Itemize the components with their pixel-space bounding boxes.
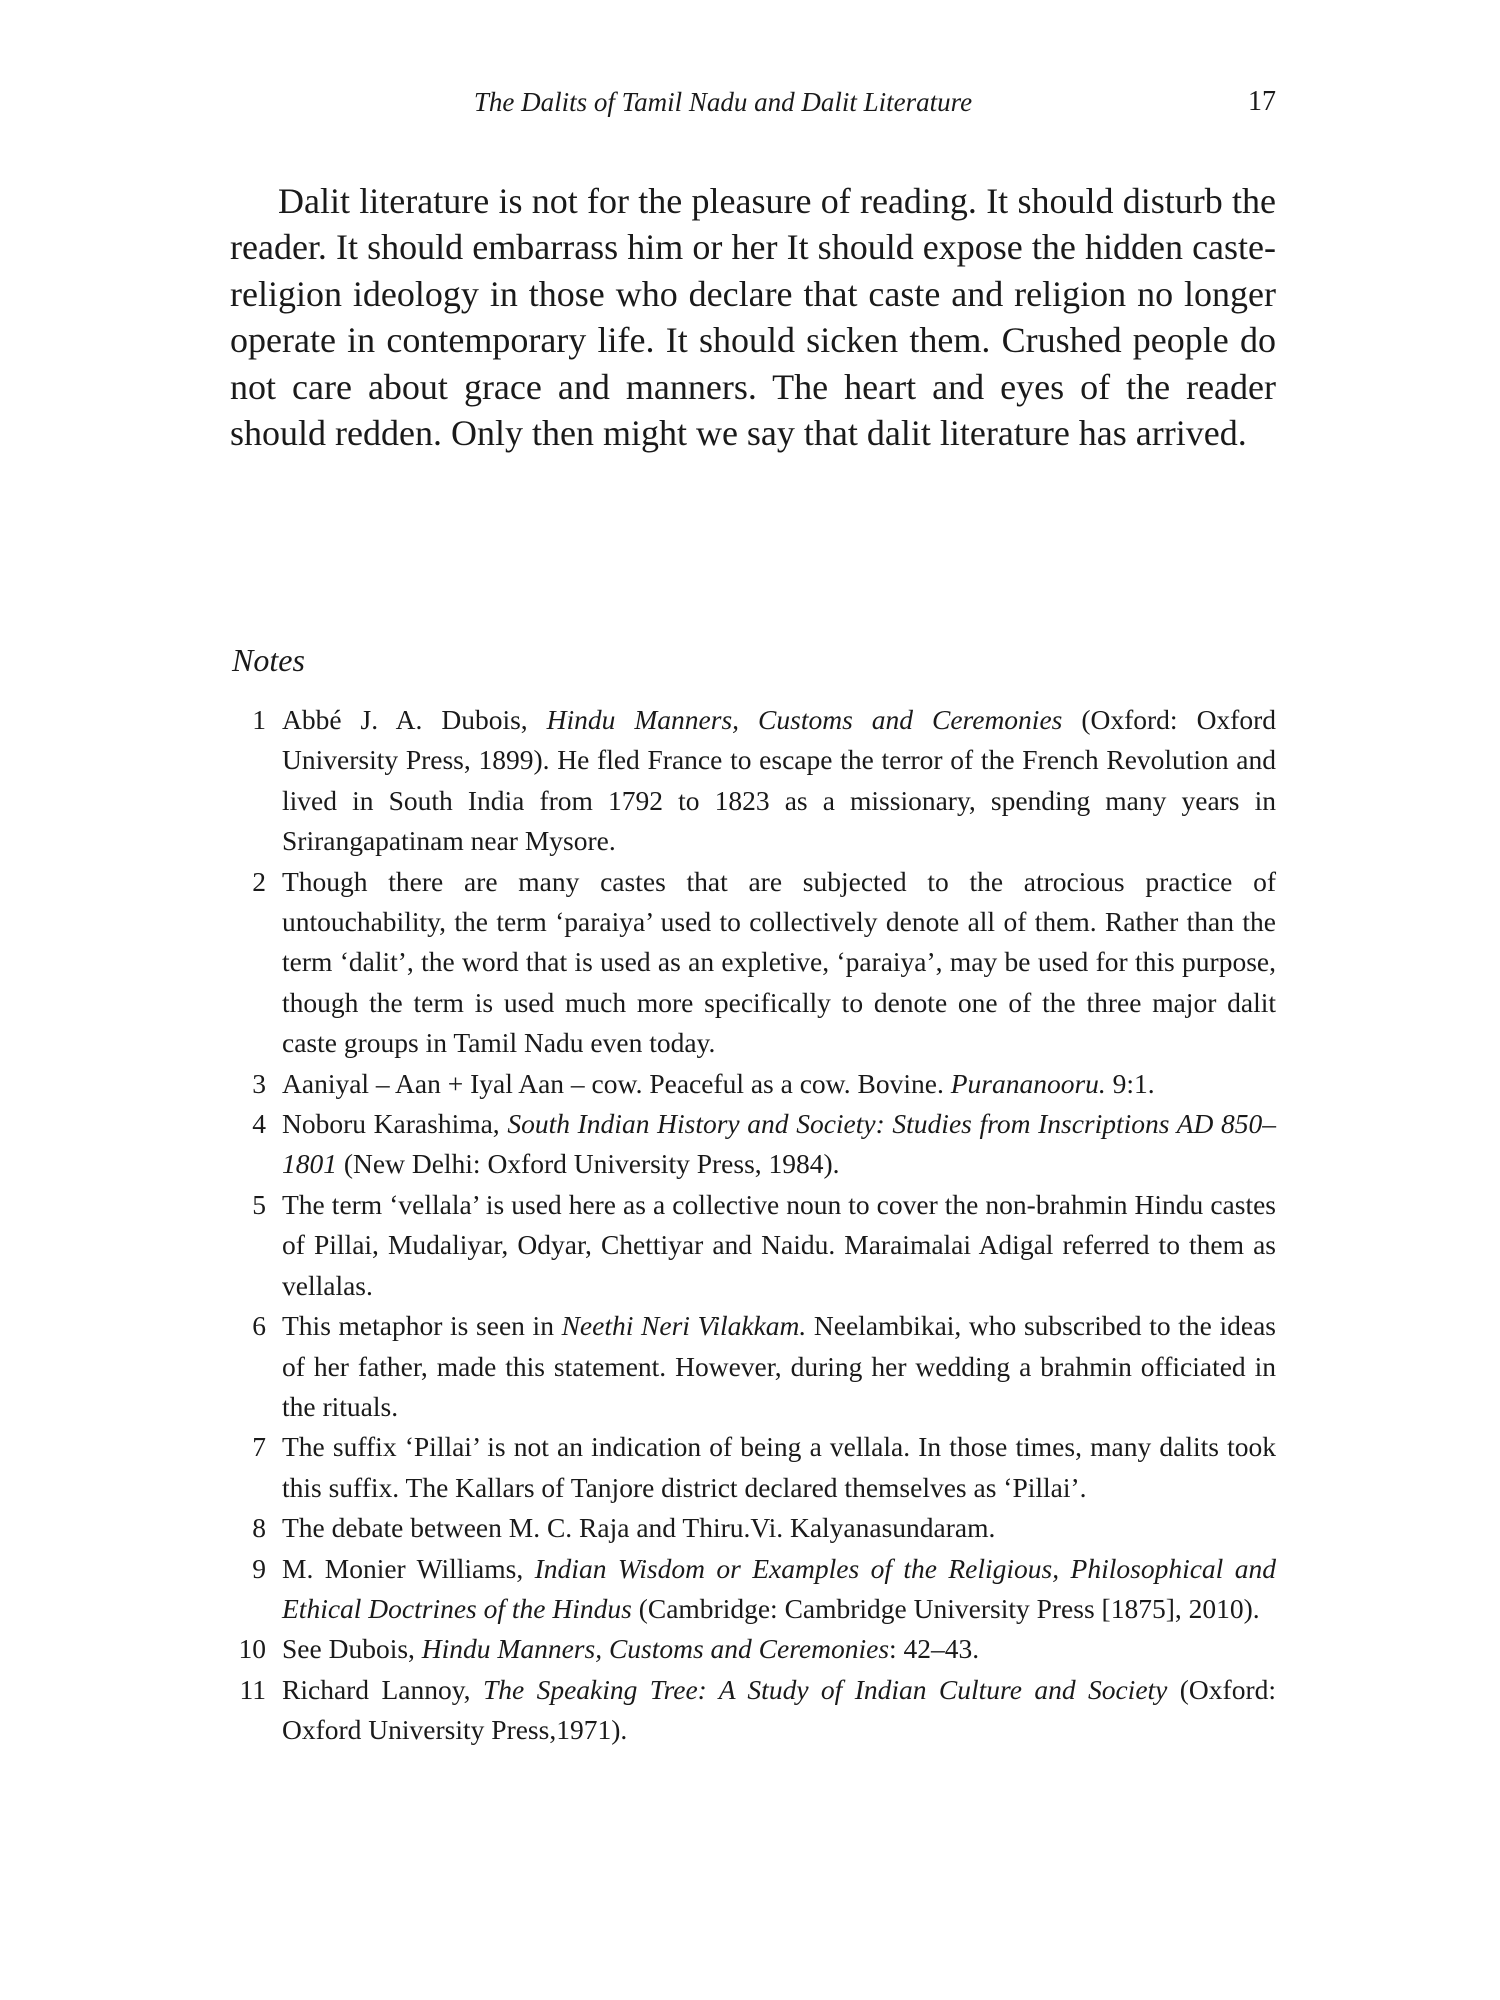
note-title: Hindu Manners, Customs and Ceremonies — [421, 1633, 890, 1665]
note-title: Purananooru. — [950, 1067, 1106, 1099]
note-text-pre: Abbé J. A. Dubois, — [282, 704, 547, 735]
note-number: 5 — [252, 1188, 266, 1220]
note-text-pre: Noboru Karashima, — [282, 1108, 508, 1140]
note-text-post: (Cambridge: Cambridge University Press [1875], 2010). — [631, 1592, 1260, 1624]
note-text — [282, 1633, 979, 1664]
note-text — [282, 1674, 1276, 1745]
note-title: South Indian History and Society: Studies from Inscriptions AD 850–1801 — [282, 1108, 1276, 1180]
note-text-pre: M. Monier Williams, — [282, 1552, 535, 1584]
note-number: 3 — [252, 1067, 266, 1099]
page-number: 17 — [1248, 86, 1276, 117]
note-item — [210, 1104, 1276, 1185]
note-number: 11 — [239, 1673, 266, 1705]
note-text — [282, 704, 1276, 856]
note-text — [282, 1189, 1276, 1301]
note-text — [282, 1431, 1276, 1502]
note-text — [282, 1553, 1276, 1624]
note-text-post: (New Delhi: Oxford University Press, 1984). — [337, 1148, 840, 1180]
note-text-post: (Oxford: Oxford University Press, 1899). He fled France to escape the terror of the French Revolution and lived in South India from 1792 to 1823 as a missionary, spending many years in Srirangapatinam near Mysore. — [282, 704, 1276, 857]
note-text-pre: The suffix ‘Pillai’ is not an indication of being a vellala. In those times, many dalits took this suffix. The Kallars of Tanjore district declared themselves as ‘Pillai’. — [282, 1431, 1276, 1503]
running-head — [230, 82, 1276, 122]
note-item — [210, 1185, 1276, 1306]
note-text — [282, 1310, 1276, 1422]
note-text — [282, 1108, 1276, 1179]
note-title: Neethi Neri Vilakkam. — [561, 1310, 807, 1342]
note-text-pre: Aaniyal – Aan + Iyal Aan – cow. Peaceful as a cow. Bovine. — [282, 1067, 951, 1099]
notes-heading: Notes — [232, 642, 305, 678]
note-item — [210, 1306, 1276, 1427]
note-title: Indian Wisdom or Examples of the Religious, Philosophical and Ethical Doctrines of the Hindus — [282, 1552, 1276, 1624]
note-text-post: 9:1. — [1105, 1067, 1155, 1099]
note-item — [210, 1064, 1276, 1104]
note-text-pre: See Dubois, — [282, 1633, 422, 1665]
note-text-pre: Richard Lannoy, — [282, 1673, 483, 1705]
body-paragraph: Dalit literature is not for the pleasure of reading. It should disturb the reader. It should embarrass him or her It should expose the hidden caste-religion ideology in those who declare that caste and religion no longer operate in contemporary life. It should sicken them. Crushed people do not care about grace and manners. The heart and eyes of the reader should redden. Only then might we say that dalit literature has arrived. — [230, 181, 1276, 454]
note-text — [282, 1512, 995, 1543]
note-number: 4 — [252, 1108, 266, 1140]
note-number: 8 — [252, 1512, 266, 1544]
note-text-pre: This metaphor is seen in — [282, 1310, 562, 1342]
note-item — [210, 700, 1276, 862]
note-text-pre: The term ‘vellala’ is used here as a collective noun to cover the non-brahmin Hindu castes of Pillai, Mudaliyar, Odyar, Chettiyar and Naidu. Maraimalai Adigal referred to them as vellalas. — [282, 1188, 1276, 1301]
note-number: 6 — [252, 1310, 266, 1342]
note-number: 1 — [252, 704, 266, 735]
note-item — [210, 1670, 1276, 1751]
note-item — [210, 1629, 1276, 1669]
note-title: The Speaking Tree: A Study of Indian Culture and Society — [482, 1673, 1168, 1705]
note-item — [210, 1549, 1276, 1630]
note-number: 10 — [238, 1633, 266, 1665]
note-text-post: : 42–43. — [889, 1633, 980, 1665]
note-text-post: (Oxford: Oxford University Press,1971). — [282, 1673, 1276, 1746]
note-text-pre: The debate between M. C. Raja and Thiru.Vi. Kalyanasundaram. — [282, 1512, 996, 1544]
note-text — [282, 1068, 1155, 1099]
note-item — [210, 1508, 1276, 1548]
note-text-post: Neelambikai, who subscribed to the ideas of her father, made this statement. However, during her wedding a brahmin officiated in the rituals. — [282, 1310, 1277, 1422]
note-number: 7 — [252, 1431, 266, 1463]
running-title: The Dalits of Tamil Nadu and Dalit Literature — [473, 87, 973, 117]
note-item — [210, 862, 1276, 1064]
notes-list — [210, 700, 1276, 1751]
note-number: 2 — [252, 865, 266, 897]
note-title: Hindu Manners, Customs and Ceremonies — [546, 704, 1063, 735]
note-text-pre: Though there are many castes that are subjected to the atrocious practice of untouchability, the term ‘paraiya’ used to collectively denote all of them. Rather than the term ‘dalit’, the word that is used as an expletive, ‘paraiya’, may be used for this purpose, though the term is used much more specifically to denote one of the three major dalit caste groups in Tamil Nadu even today. — [282, 865, 1276, 1059]
note-text — [282, 866, 1276, 1059]
note-item — [210, 1427, 1276, 1508]
note-number: 9 — [252, 1552, 266, 1584]
